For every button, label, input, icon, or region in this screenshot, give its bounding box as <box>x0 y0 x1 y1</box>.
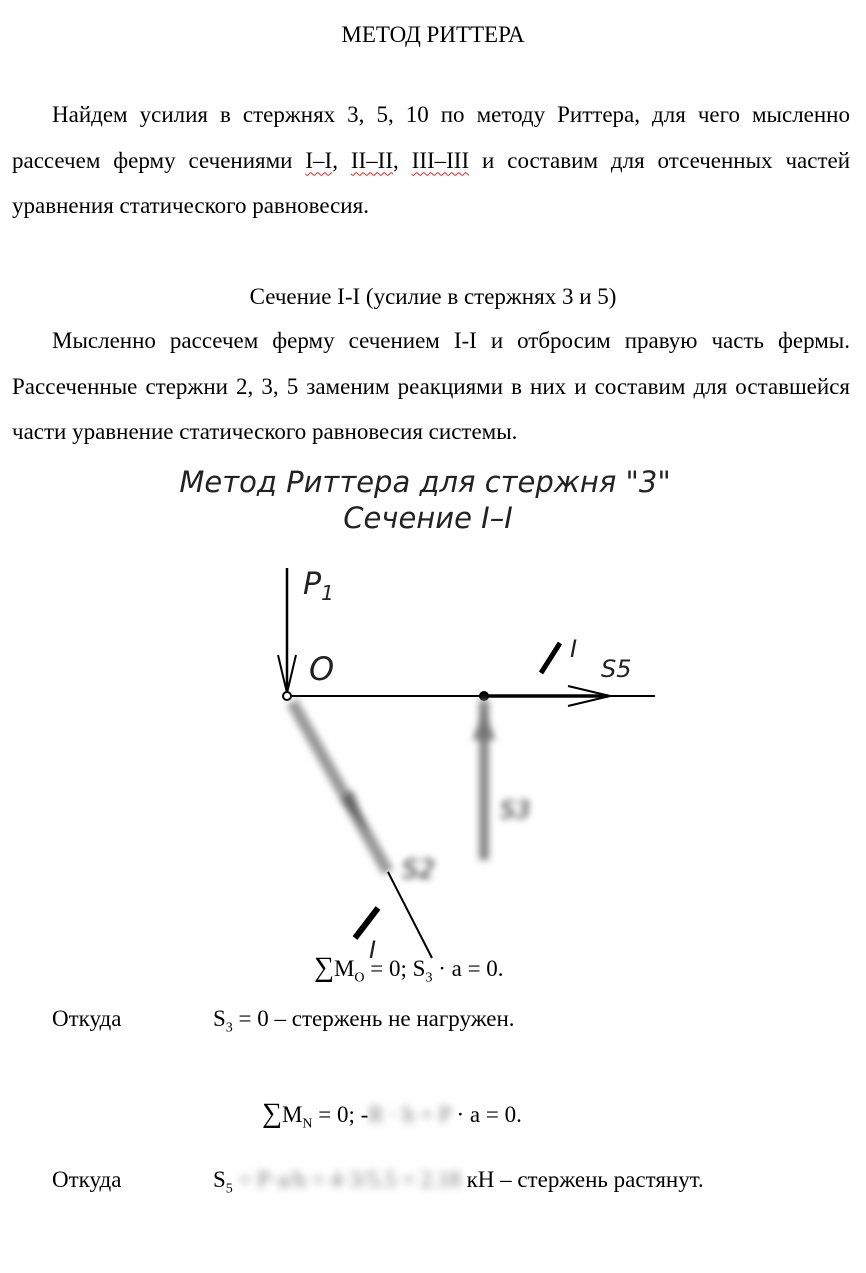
res2-s: S <box>213 1167 226 1192</box>
eq1-end: · a = 0. <box>432 956 504 981</box>
section-mark-top <box>541 643 560 673</box>
intro-sep-2: , <box>393 147 412 173</box>
res1-text: = 0 – стержень не нагружен. <box>232 1006 515 1031</box>
section-text: Мысленно рассечем ферму сечением I-I и отбросим правую часть фермы. Рассеченные стержни 2, 3, 5 заменим реакциями в них и составим для оставшейся части уравнение статического равновесия системы. <box>12 328 850 444</box>
sum-symbol: ∑ <box>314 952 334 983</box>
label-section-top: I <box>570 635 578 663</box>
eq1-rest: = 0; S <box>364 956 426 981</box>
equation-moment-n <box>262 1098 522 1133</box>
eq2-sub: N <box>302 1116 313 1132</box>
intro-text-2: и составим для отсеченных частей уравнения статического равновесия. <box>12 147 851 218</box>
intro-text-1: Найдем усилия в стержнях 3, 5, 10 по методу Риттера, для чего мысленно рассечем ферму сечениями <box>12 102 850 173</box>
section-paragraph <box>12 318 850 455</box>
section-ref-2: II–II <box>350 147 393 173</box>
intro-sep-1: , <box>332 147 351 173</box>
node-o <box>283 692 291 700</box>
page-title: МЕТОД РИТТЕРА <box>341 22 525 47</box>
label-node-o: O <box>309 650 335 688</box>
res1-sub: 3 <box>225 1020 233 1036</box>
equation-moment-o <box>314 952 504 987</box>
blurred-members <box>292 700 531 885</box>
label-s5: S5 <box>601 655 632 683</box>
figure-title-2: Сечение I–I <box>343 501 513 535</box>
section-ref-3: III–III <box>411 147 470 173</box>
res2-text: кН – стержень растянут. <box>466 1167 704 1192</box>
sum-symbol-2: ∑ <box>262 1098 282 1129</box>
section-heading: Сечение I-I (усилие в стержнях 3 и 5) <box>249 284 617 309</box>
eq1-s-sub: 3 <box>425 970 433 986</box>
eq2-rest: = 0; - <box>312 1102 369 1127</box>
eq1-m: M <box>333 956 355 981</box>
eq2-end: · a = 0. <box>450 1102 522 1127</box>
res2-sub: 5 <box>225 1181 233 1197</box>
s3-arrowhead <box>473 706 495 740</box>
otkuda-label-1: Откуда <box>52 1006 122 1031</box>
intro-paragraph <box>12 92 850 229</box>
truss-section-figure <box>0 455 866 975</box>
member-s2 <box>292 702 388 872</box>
res1-s: S <box>213 1006 226 1031</box>
eq1-sub: O <box>354 970 365 986</box>
label-p1: $P_1$ <box>303 567 334 605</box>
label-section-bottom: I <box>369 936 377 964</box>
section-mark-bottom <box>355 908 378 938</box>
node-n <box>480 692 488 700</box>
section-ref-1: I–I <box>305 147 333 173</box>
res2-blurred: = P·a/h = 4·3/5.5 = 2.18 <box>232 1167 467 1192</box>
eq2-blurred: R · h + P <box>368 1102 451 1127</box>
figure-title-1: Метод Риттера для стержня "3" <box>179 465 671 499</box>
otkuda-label-2: Откуда <box>52 1167 122 1192</box>
result-s3 <box>213 1006 515 1037</box>
result-s5 <box>213 1167 704 1198</box>
label-s3: S3 <box>500 796 531 824</box>
eq2-m: M <box>281 1102 303 1127</box>
s2-arrowhead <box>340 790 370 835</box>
label-s2: S2 <box>402 855 436 885</box>
